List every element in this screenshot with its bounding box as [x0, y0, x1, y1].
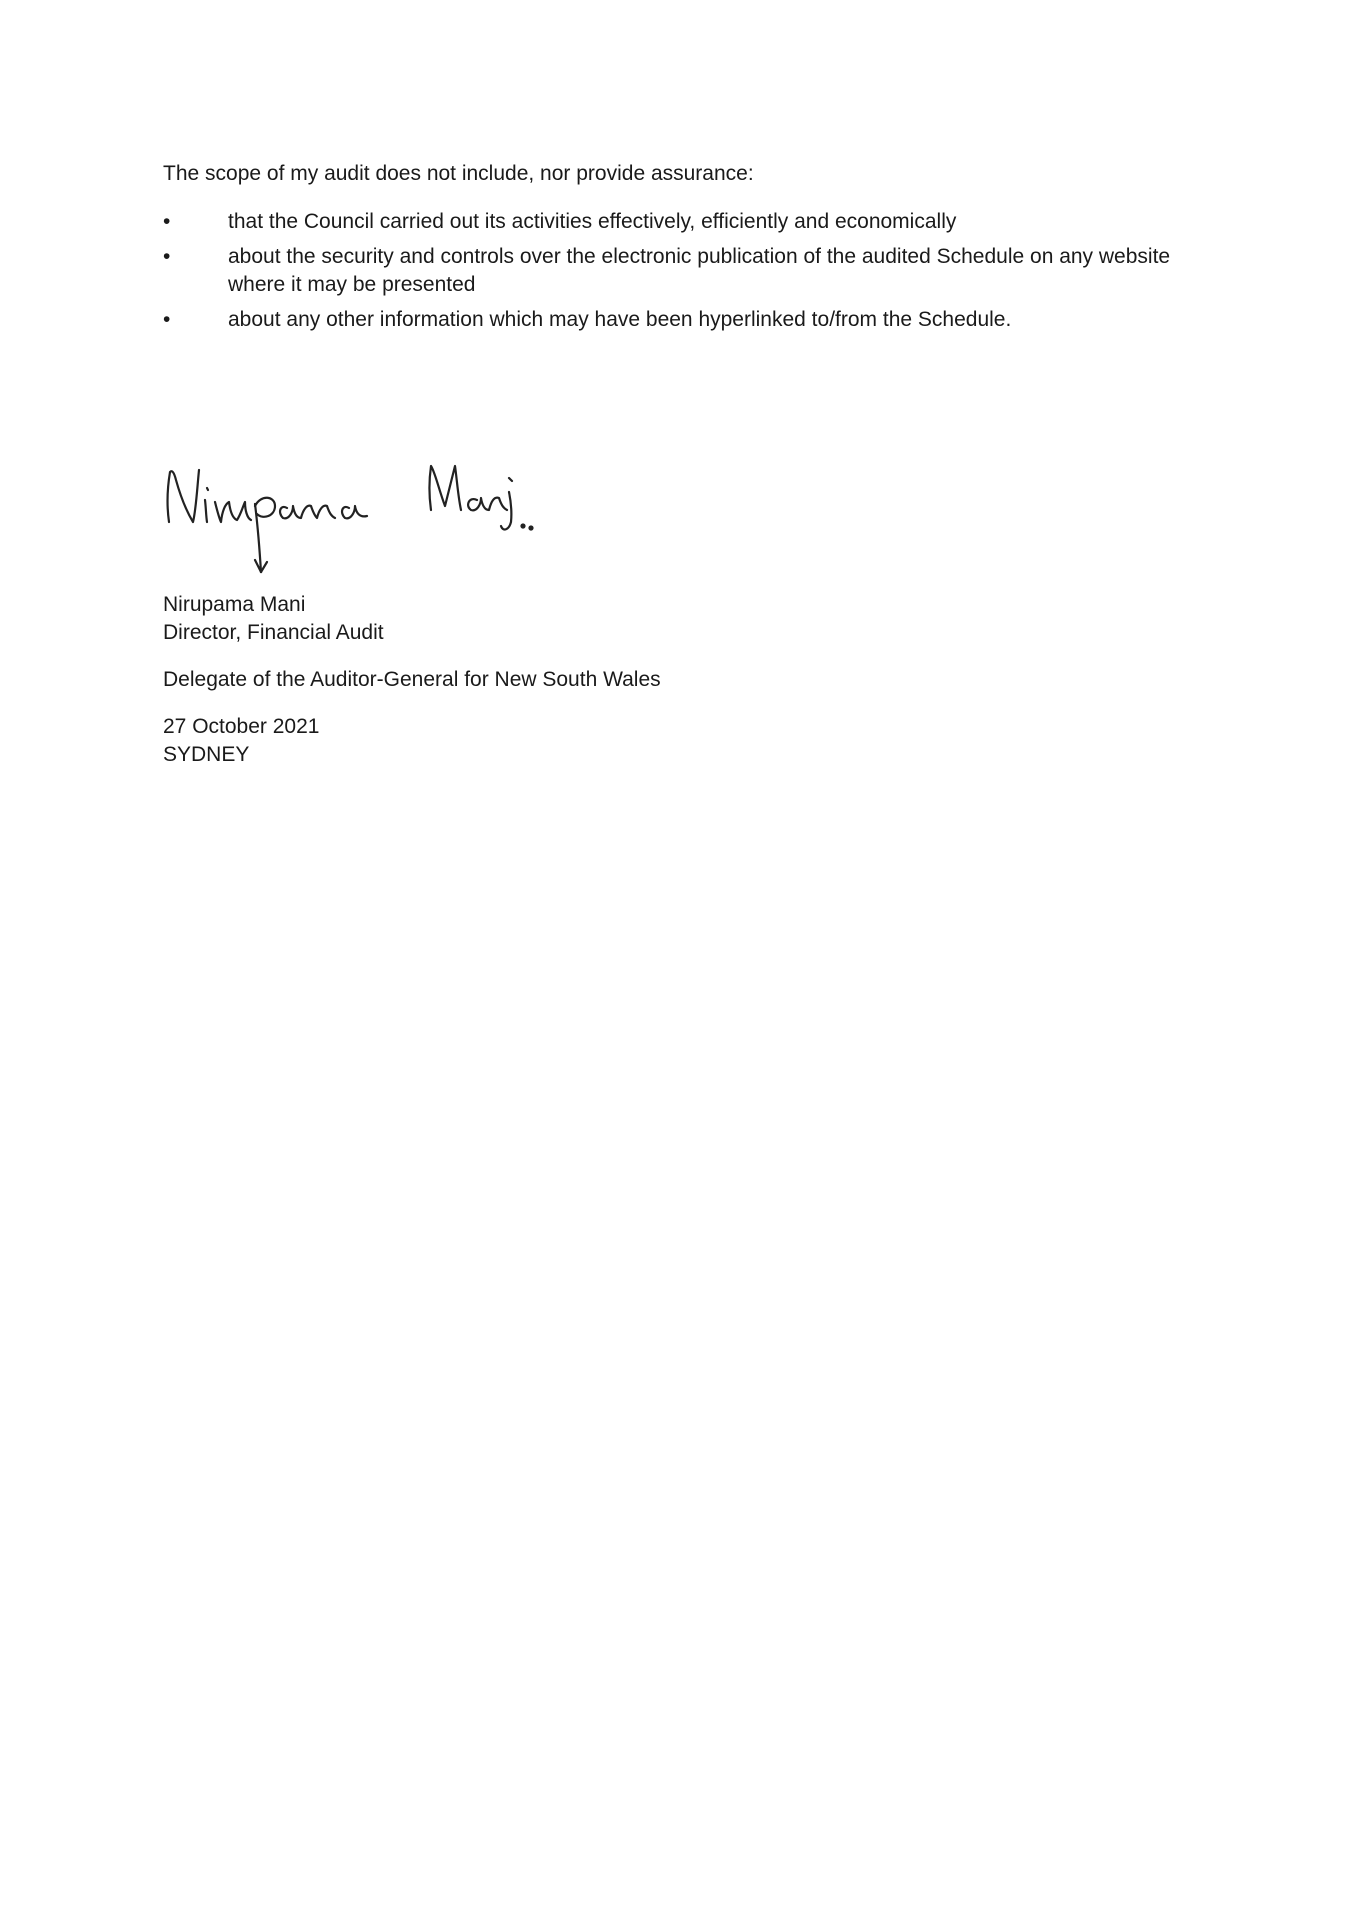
signer-block — [163, 591, 963, 647]
signoff-block — [163, 591, 963, 788]
bullet-text: about the security and controls over the electronic publication of the audited Schedule on any website where it may be presented — [228, 245, 1171, 296]
scope-section — [163, 160, 1203, 341]
scope-intro: The scope of my audit does not include, nor provide assurance: — [163, 162, 754, 185]
sign-date: 27 October 2021 — [163, 715, 320, 738]
bullet-icon: • — [163, 245, 171, 268]
sign-location: SYDNEY — [163, 743, 250, 766]
signer-name: Nirupama Mani — [163, 593, 306, 616]
date-location-block — [163, 713, 963, 769]
bullet-text: about any other information which may have been hyperlinked to/from the Schedule. — [228, 308, 1012, 331]
delegate-line: Delegate of the Auditor-General for New South Wales — [163, 668, 661, 691]
list-item — [163, 243, 1203, 299]
bullet-text: that the Council carried out its activities effectively, efficiently and economically — [228, 210, 957, 233]
bullet-icon: • — [163, 308, 171, 331]
handwritten-signature — [163, 450, 593, 580]
delegate-block — [163, 666, 963, 694]
bullet-icon: • — [163, 210, 171, 233]
list-item — [163, 208, 1203, 236]
list-item — [163, 306, 1203, 334]
signer-title: Director, Financial Audit — [163, 621, 384, 644]
scope-bullet-list — [163, 208, 1203, 334]
signature-icon — [163, 450, 593, 580]
